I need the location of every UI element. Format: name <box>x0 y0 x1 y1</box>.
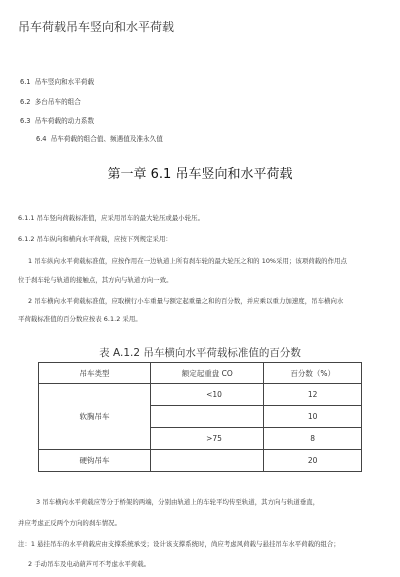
table-row <box>39 450 362 472</box>
toc-item-6-4[interactable] <box>36 133 163 143</box>
clause-6-1-2: 6.1.2 吊车纵向和横向水平荷载，应按下列规定采用： <box>18 235 172 243</box>
header-rated-capacity: 额定起重盘 CO <box>151 363 264 384</box>
cell-percentage: 12 <box>264 384 362 406</box>
toc-item-6-3[interactable] <box>20 115 94 125</box>
cell-crane-type: 硬钩吊车 <box>39 450 151 472</box>
document-title: 吊车荷载吊车竖向和水平荷载 <box>18 20 175 34</box>
clause-para-3-line-2: 并应考虑正反两个方向的刹车情况。 <box>18 519 122 527</box>
clause-6-1-1: 6.1.1 吊车竖向荷载标准值，应采用吊车的最大轮压或最小轮压。 <box>18 214 205 222</box>
chapter-heading: 第一章 6.1 吊车竖向和水平荷载 <box>107 167 293 182</box>
cell-percentage: 8 <box>264 428 362 450</box>
toc-label: 吊车荷载的组合值、频遇值及准永久值 <box>50 135 163 143</box>
cell-capacity: >75 <box>151 428 264 450</box>
note-1: 注：1 悬挂吊车的水平荷载应由支撑系统承受；设计该支撑系统时，尚应考虑风荷载与悬挂吊车水平荷载的组合； <box>18 540 340 548</box>
toc-label: 多台吊车的组合 <box>34 98 81 106</box>
clause-para-1-line-2: 位于刹车轮与轨道的接触点，其方向与轨道方向一致。 <box>18 276 173 284</box>
clause-para-2-line-1: 2 吊车横向水平荷载标准值，应取横行小车重量与额定起重量之和的百分数，并应乘以重力加速度，吊车横向水 <box>28 297 344 305</box>
table-header-row <box>39 363 362 384</box>
header-crane-type: 吊车类型 <box>39 363 151 384</box>
clause-para-3-line-1: 3 吊车横向水平荷载应等分于桥架的两端，分别由轨道上的车轮平均传至轨道，其方向与轨道垂直， <box>36 498 320 506</box>
cell-capacity <box>151 450 264 472</box>
cell-capacity <box>151 406 264 428</box>
clause-para-1-line-1: 1 吊车纵向水平荷载标准值，应按作用在一边轨道上所有刹车轮的最大轮压之和的 10%采用；该项荷载的作用点 <box>28 257 347 265</box>
cell-percentage: 10 <box>264 406 362 428</box>
toc-number: 6.2 <box>20 98 31 106</box>
cell-percentage: 20 <box>264 450 362 472</box>
cell-crane-type: 软胸吊车 <box>39 384 151 450</box>
toc-item-6-1[interactable] <box>20 76 94 86</box>
header-percentage: 百分数（%） <box>264 363 362 384</box>
toc-item-6-2[interactable] <box>20 96 81 106</box>
toc-number: 6.4 <box>36 135 47 143</box>
table-row <box>39 384 362 406</box>
load-percentage-table <box>38 362 362 472</box>
toc-label: 吊车荷载的动力系数 <box>34 117 95 125</box>
note-2: 2 手动吊车及电动葫芦可不考虑水平荷载。 <box>28 560 151 568</box>
toc-number: 6.1 <box>20 78 31 86</box>
toc-label: 吊车竖向和水平荷载 <box>34 78 95 86</box>
clause-para-2-line-2: 平荷载标准值的百分数应按表 6.1.2 采用。 <box>18 315 142 323</box>
toc-number: 6.3 <box>20 117 31 125</box>
cell-capacity: <10 <box>151 384 264 406</box>
table-caption: 表 A.1.2 吊车横向水平荷载标准值的百分数 <box>99 347 301 359</box>
